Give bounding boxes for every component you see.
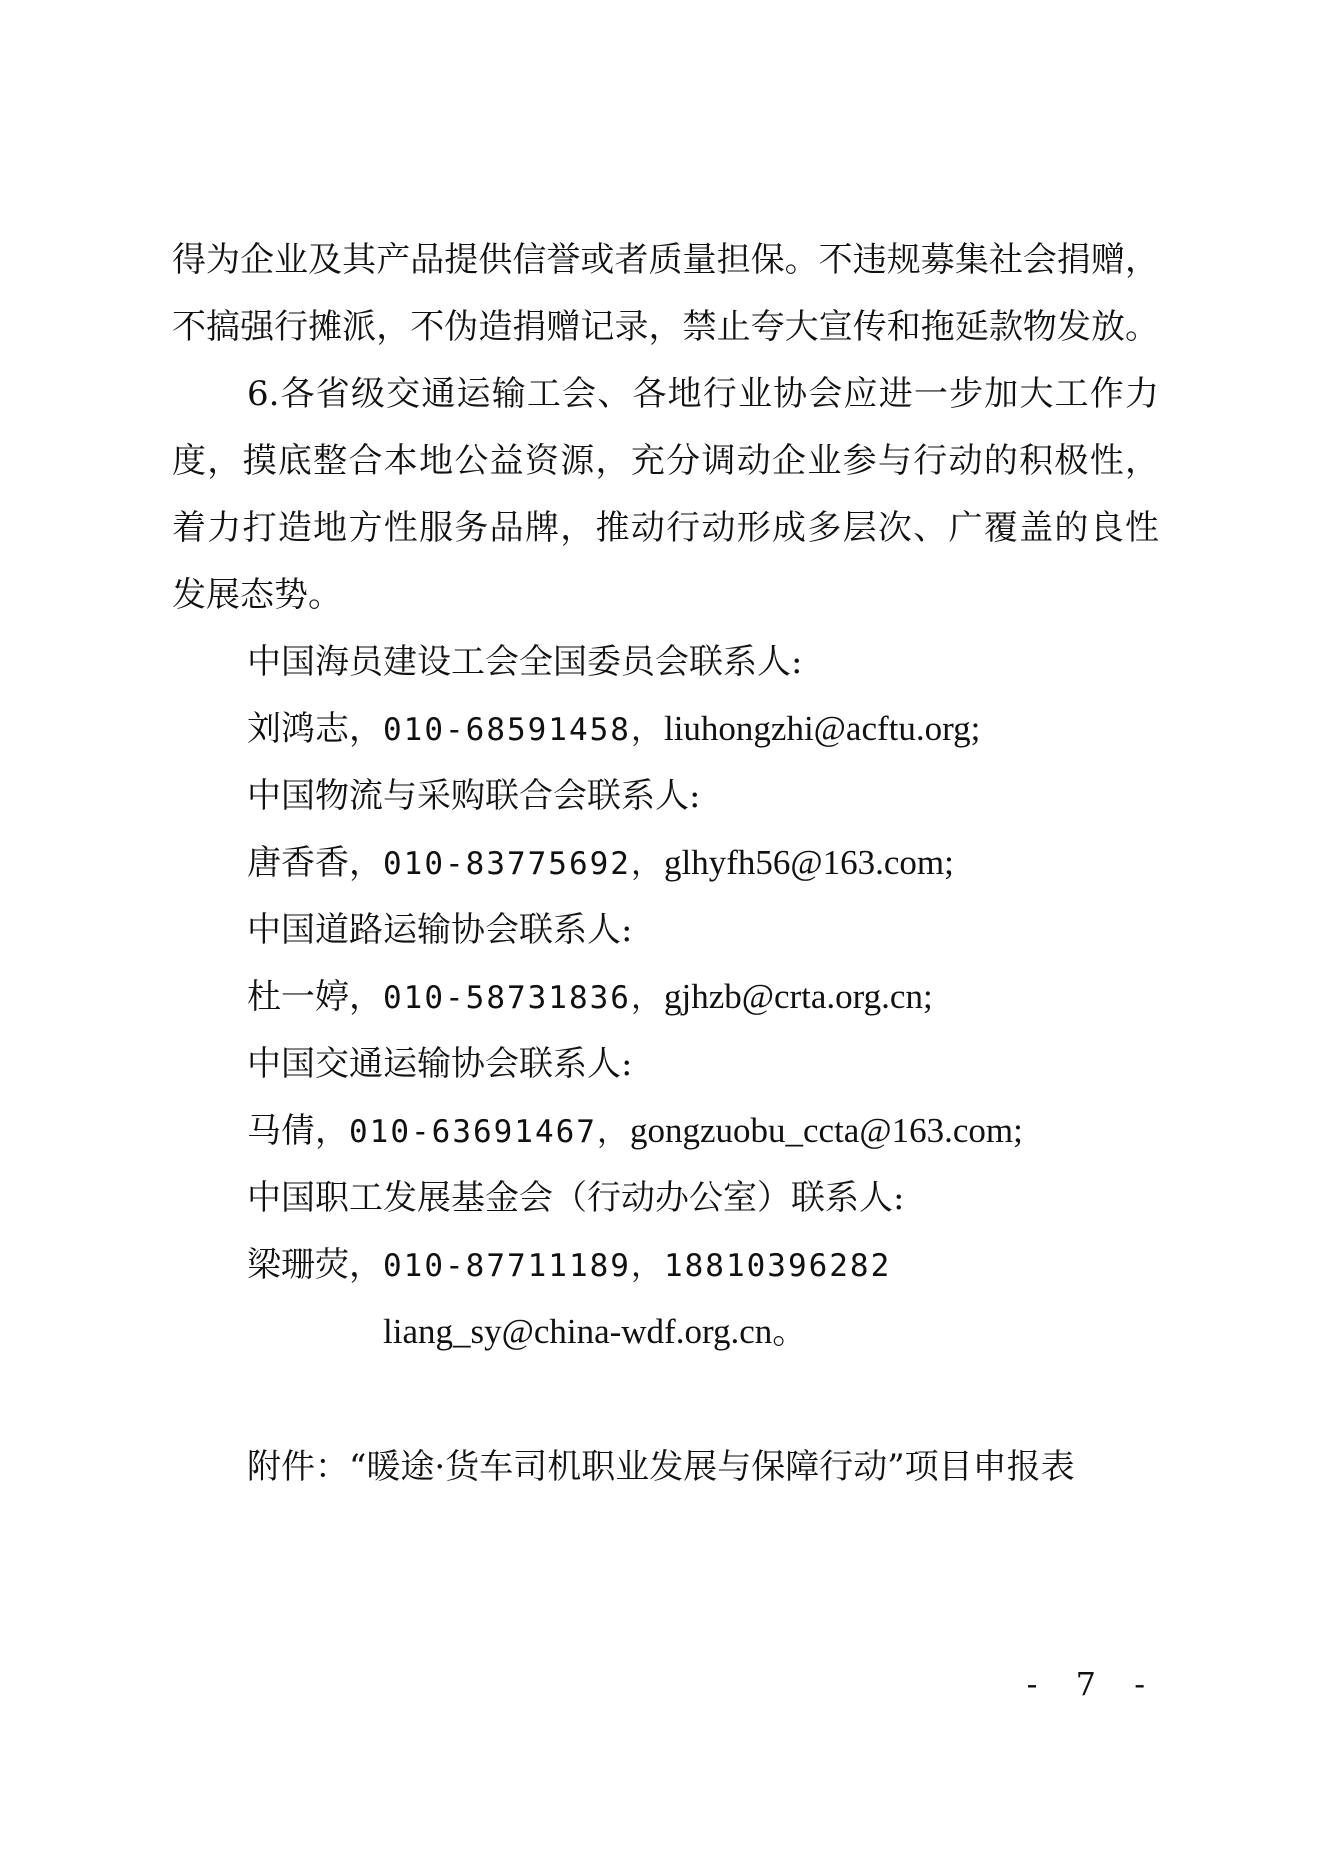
attachment-note: 附件：“暖途·货车司机职业发展与保障行动”项目申报表 <box>247 1447 1075 1487</box>
contact-email: gjhzb@crta.org.cn; <box>663 977 933 1016</box>
contact-org-acftu-seamen: 中国海员建设工会全国委员会联系人: <box>247 642 803 682</box>
contact-email: gongzuobu_ccta@163.com; <box>629 1111 1023 1150</box>
paragraph-6-line-4: 发展态势。 <box>172 575 342 615</box>
contact-details-line <box>247 1109 1023 1154</box>
paragraph-5-line-2: 不搞强行摊派，不伪造捐赠记录，禁止夸大宣传和拖延款物发放。 <box>172 307 1159 347</box>
contact-phone: 010-58731836， <box>383 980 664 1016</box>
contact-details-line <box>247 707 980 752</box>
contact-name: 杜一婷， <box>247 977 383 1017</box>
paragraph-6-line-2: 度，摸底整合本地公益资源，充分调动企业参与行动的积极性， <box>172 441 1159 481</box>
contact-name: 梁珊荧， <box>247 1245 383 1285</box>
contact-phone: 010-83775692， <box>383 846 664 882</box>
contact-phone: 010-87711189，18810396282 <box>383 1248 892 1284</box>
contact-email: liuhongzhi@acftu.org; <box>663 709 981 748</box>
paragraph-6-line-3: 着力打造地方性服务品牌，推动行动形成多层次、广覆盖的良性 <box>172 508 1159 548</box>
contact-details-line <box>247 975 933 1020</box>
contact-org-cflp: 中国物流与采购联合会联系人: <box>247 776 701 816</box>
contact-details-line <box>247 1243 891 1288</box>
contact-name: 刘鸿志， <box>247 709 383 749</box>
paragraph-6-line-1: 6.各省级交通运输工会、各地行业协会应进一步加大工作力 <box>247 374 1159 414</box>
contact-email: liang_sy@china-wdf.org.cn。 <box>383 1312 808 1351</box>
contact-name: 马倩， <box>247 1111 349 1151</box>
contact-details-line <box>247 841 954 886</box>
contact-org-ccta: 中国交通运输协会联系人: <box>247 1044 633 1084</box>
contact-email: glhyfh56@163.com; <box>663 843 954 882</box>
contact-phone: 010-63691467， <box>349 1114 630 1150</box>
contact-org-crta: 中国道路运输协会联系人: <box>247 910 633 950</box>
contact-org-cwdf: 中国职工发展基金会（行动办公室）联系人: <box>247 1178 905 1218</box>
paragraph-5-line-1: 得为企业及其产品提供信誉或者质量担保。不违规募集社会捐赠， <box>172 240 1159 280</box>
contact-name: 唐香香， <box>247 843 383 883</box>
page-number: - 7 - <box>1026 1665 1159 1703</box>
contact-phone: 010-68591458， <box>383 712 664 748</box>
